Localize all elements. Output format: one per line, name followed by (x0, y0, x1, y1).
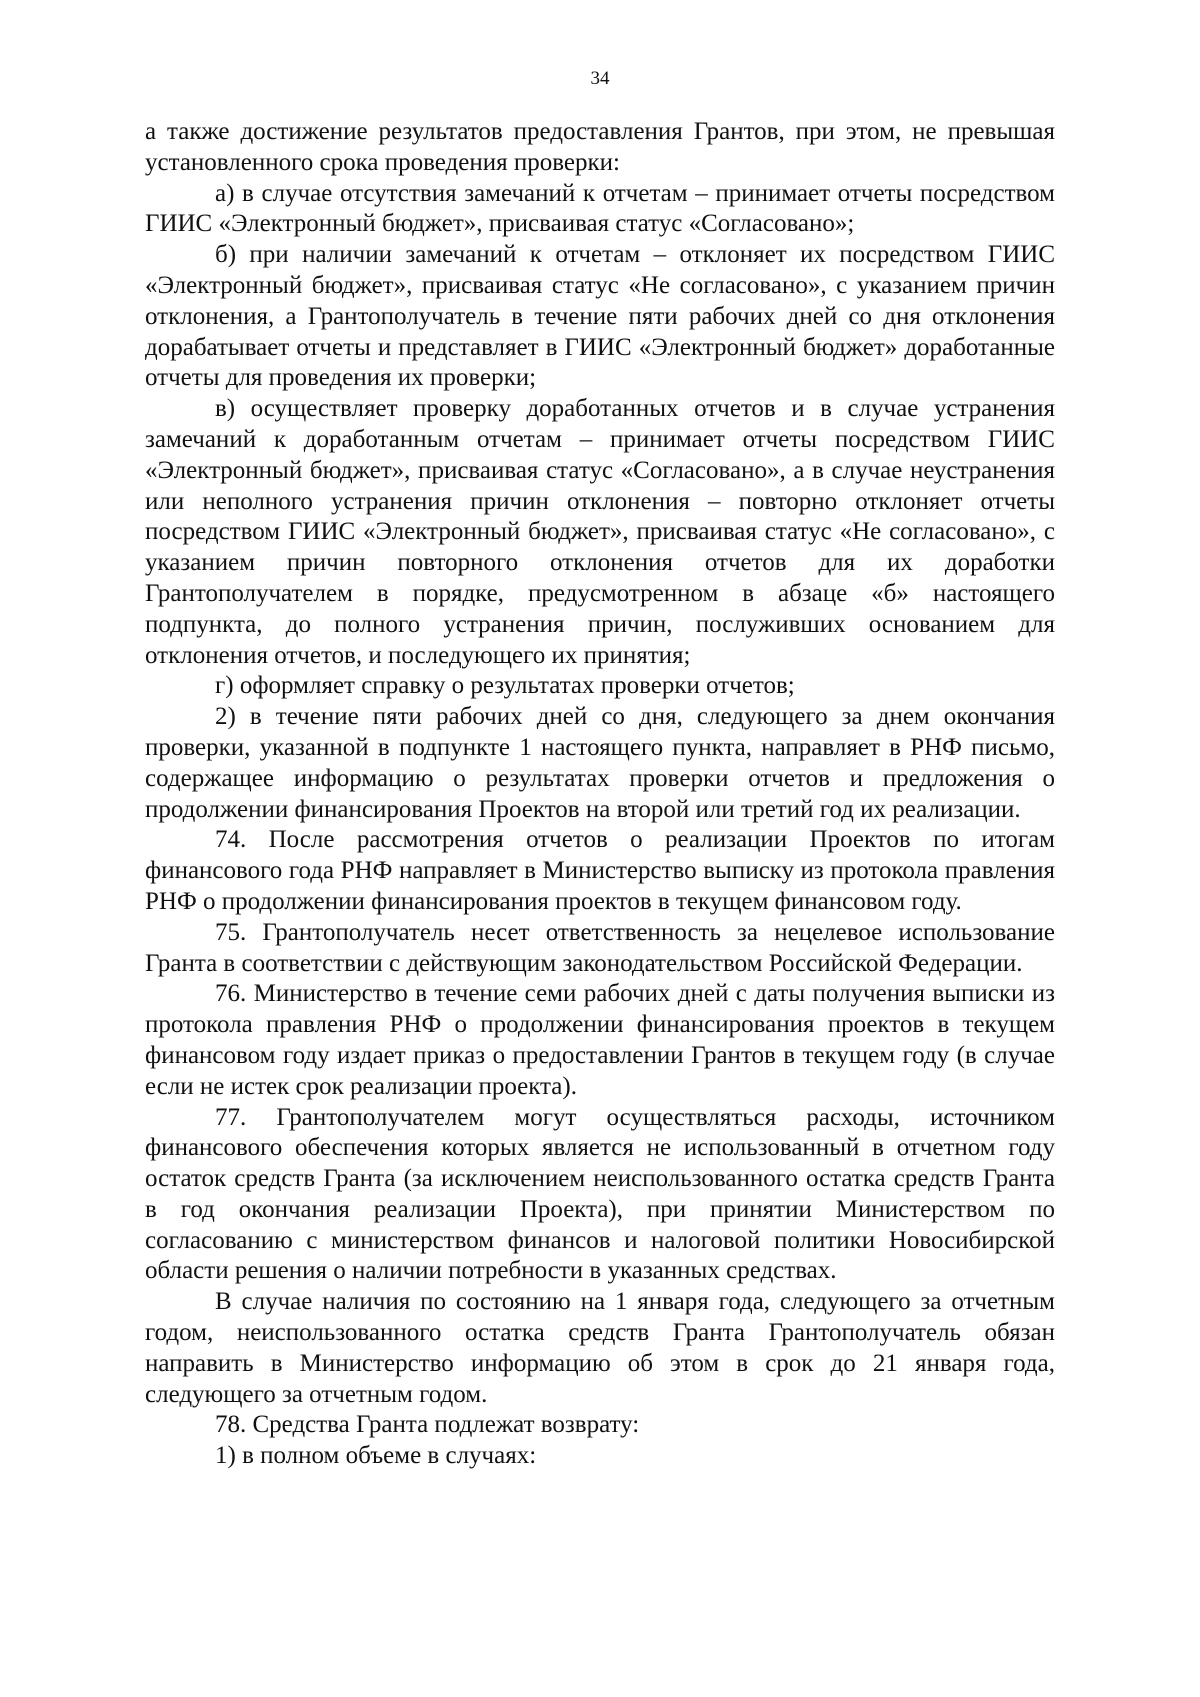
paragraph-78: 78. Средства Гранта подлежат возврату: (215, 1411, 640, 1439)
paragraph-77-continuation: В случае наличия по состоянию на 1 января года, следующего за отчетным годом, неиспользованного остатка средств Гранта Грантополучатель обязан направить в Министерство информацию об этом в срок до 21 января года, следующего за отчетным годом. (145, 1288, 1055, 1408)
paragraph-continuation: а также достижение результатов предоставления Грантов, при этом, не превышая установленного срока проведения проверки: (145, 118, 1055, 176)
paragraph-78-item-1: 1) в полном объеме в случаях: (215, 1442, 537, 1470)
paragraph-item-2: 2) в течение пяти рабочих дней со дня, следующего за днем окончания проверки, указанной в подпункте 1 настоящего пункта, направляет в РНФ письмо, содержащее информацию о результатах проверки отчетов и предложения о продолжении финансирования Проектов на второй или третий год их реализации. (145, 703, 1055, 823)
page-number: 34 (590, 68, 610, 89)
paragraph-77: 77. Грантополучателем могут осуществляться расходы, источником финансового обеспечения которых является не использованный в отчетном году остаток средств Гранта (за исключением неиспользованного остатка средств Гранта в год окончания реализации Проекта), при принятии Министерством по согласованию с министерством финансов и налоговой политики Новосибирской области решения о наличии потребности в указанных средствах. (145, 1103, 1055, 1285)
paragraph-subitem-v: в) осуществляет проверку доработанных отчетов и в случае устранения замечаний к доработанным отчетам – принимает отчеты посредством ГИИС «Электронный бюджет», присваивая статус «Согласовано», а в случае неустранения или неполного устранения причин отклонения – повторно отклоняет отчеты посредством ГИИС «Электронный бюджет», присваивая статус «Не согласовано», с указанием причин повторного отклонения отчетов для их доработки Грантополучателем в порядке, предусмотренном в абзаце «б» настоящего подпункта, до полного устранения причин, послуживших основанием для отклонения отчетов, и последующего их принятия; (145, 395, 1055, 669)
paragraph-75: 75. Грантополучатель несет ответственность за нецелевое использование Гранта в соответствии с действующим законодательством Российской Федерации. (145, 918, 1055, 977)
document-body (145, 117, 1055, 1472)
paragraph-subitem-g: г) оформляет справку о результатах проверки отчетов; (215, 672, 795, 700)
paragraph-76: 76. Министерство в течение семи рабочих дней с даты получения выписки из протокола правления РНФ о продолжении финансирования проектов в текущем финансовом году издает приказ о предоставлении Грантов в текущем году (в случае если не истек срок реализации проекта). (145, 980, 1055, 1100)
paragraph-subitem-a: а) в случае отсутствия замечаний к отчетам – принимает отчеты посредством ГИИС «Электронный бюджет», присваивая статус «Согласовано»; (145, 179, 1055, 238)
paragraph-74: 74. После рассмотрения отчетов о реализации Проектов по итогам финансового года РНФ направляет в Министерство выписку из протокола правления РНФ о продолжении финансирования проектов в текущем финансовом году. (145, 826, 1055, 915)
paragraph-subitem-b: б) при наличии замечаний к отчетам – отклоняет их посредством ГИИС «Электронный бюджет», присваивая статус «Не согласовано», с указанием причин отклонения, а Грантополучатель в течение пяти рабочих дней со дня отклонения дорабатывает отчеты и представляет в ГИИС «Электронный бюджет» доработанные отчеты для проведения их проверки; (145, 241, 1055, 392)
